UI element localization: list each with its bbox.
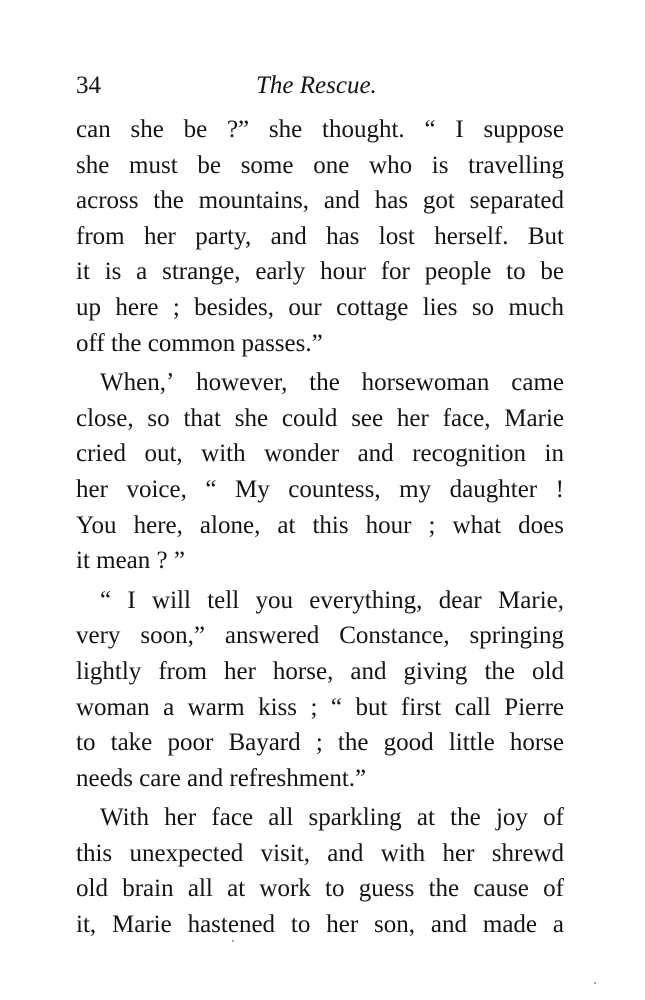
paragraph <box>76 365 564 579</box>
text-line: from her party, and has lost herself. But <box>76 222 564 250</box>
text-line: needs care and refreshment.” <box>76 764 367 792</box>
text-line: up here ; besides, our cottage lies so much <box>76 293 564 321</box>
text-line: across the mountains, and has got separated <box>76 187 564 215</box>
text-line: woman a warm kiss ; “ but first call Pierre <box>76 693 564 721</box>
text-line: very soon,” answered Constance, springing <box>76 622 564 650</box>
text-line: she must be some one who is travelling <box>76 151 564 179</box>
text-line: old brain all at work to guess the cause of <box>76 875 564 903</box>
text-line: this unexpected visit, and with her shrewd <box>76 839 564 867</box>
text-line: it is a strange, early hour for people to be <box>76 258 564 286</box>
text-line: cried out, with wonder and recognition in <box>76 440 564 468</box>
running-title: The Rescue. <box>256 72 377 99</box>
text-line: to take poor Bayard ; the good little horse <box>76 729 564 757</box>
text-line: lightly from her horse, and giving the old <box>76 657 564 685</box>
text-line: “ I will tell you everything, dear Marie, <box>100 586 564 614</box>
paper-speck <box>594 982 596 984</box>
text-line: off the common passes.” <box>76 329 323 357</box>
paragraph <box>76 800 564 942</box>
text-line: You here, alone, at this hour ; what does <box>76 511 564 539</box>
text-line: can she be ?” she thought. “ I suppose <box>76 116 564 143</box>
running-head <box>76 66 566 106</box>
paper-speck <box>232 940 234 942</box>
text-line: When,ʼ however, the horsewoman came <box>100 369 564 397</box>
text-line: it, Marie hastened to her son, and made a <box>76 911 564 939</box>
page-number: 34 <box>76 72 101 99</box>
text-line: close, so that she could see her face, Marie <box>76 404 564 432</box>
text-line: With her face all sparkling at the joy of <box>100 804 564 832</box>
text-line: it mean ? ” <box>76 547 185 575</box>
paragraph <box>76 112 564 361</box>
body-text <box>76 112 564 943</box>
text-line: her voice, “ My countess, my daughter ! <box>76 475 564 503</box>
paragraph <box>76 583 564 797</box>
